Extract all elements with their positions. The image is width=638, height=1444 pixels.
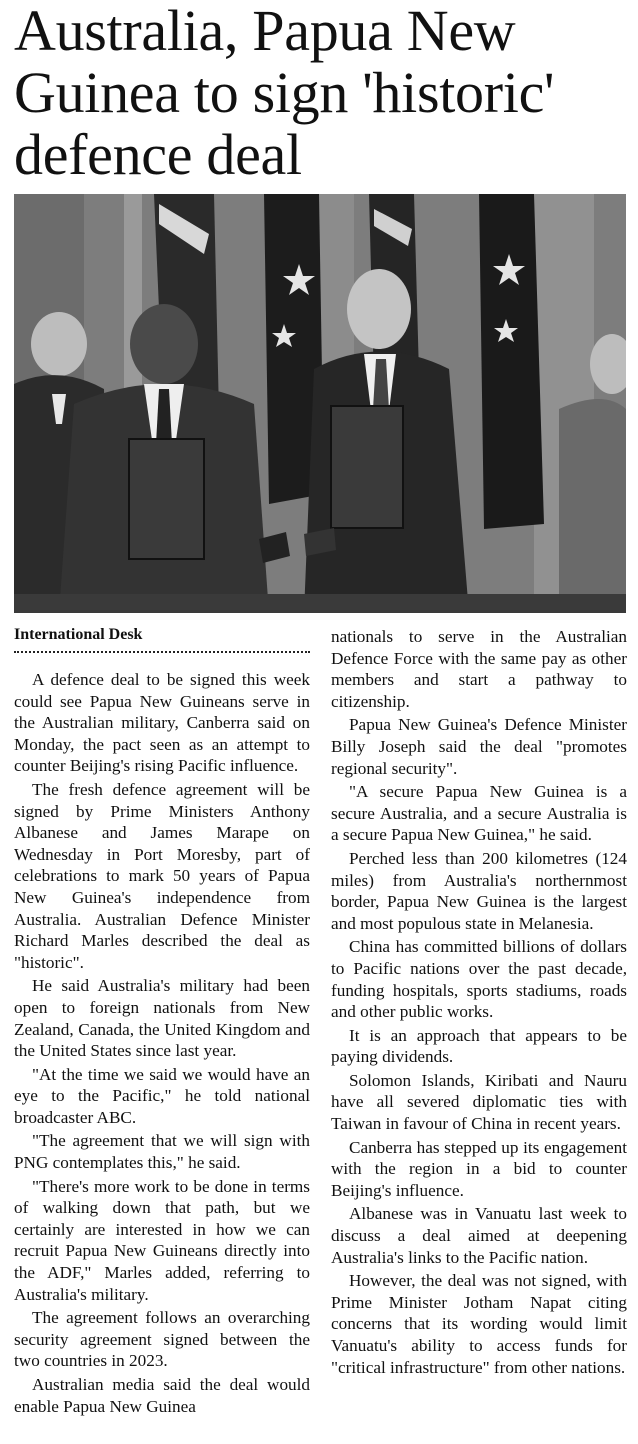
article-paragraph: Albanese was in Vanuatu last week to discuss a deal aimed at deepening Australia's links to the Pacific nation. <box>331 1204 627 1267</box>
news-photo <box>14 194 626 613</box>
article-paragraph: However, the deal was not signed, with Prime Minister Jotham Napat citing concerns that its wording would limit Vanuatu's ability to access funds for "critical infrastructure" from other nations. <box>331 1271 627 1377</box>
article-paragraph: "At the time we said we would have an eye to the Pacific," he told national broadcaster ABC. <box>14 1064 310 1127</box>
article-paragraph: It is an approach that appears to be paying dividends. <box>331 1025 627 1067</box>
article-paragraph: "A secure Papua New Guinea is a secure Australia, and a secure Australia is a secure Papua New Guinea," he said. <box>331 782 627 845</box>
article-paragraph: The agreement follows an overarching security agreement signed between the two countries in 2023. <box>14 1308 310 1371</box>
article-paragraph: He said Australia's military had been open to foreign nationals from New Zealand, Canada, the United Kingdom and the United States since last year. <box>14 976 310 1061</box>
article-paragraph: Canberra has stepped up its engagement with the region in a bid to counter Beijing's influence. <box>331 1137 627 1200</box>
article-paragraph: Papua New Guinea's Defence Minister Billy Joseph said the deal "promotes regional security". <box>331 715 627 778</box>
byline: International Desk <box>14 625 310 653</box>
article-paragraph: nationals to serve in the Australian Defence Force with the same pay as other members and start a pathway to citizenship. <box>331 627 627 711</box>
article-paragraph: "There's more work to be done in terms of walking down that path, but we certainly are interested in how we can recruit Papua New Guineans directly into the ADF," Marles added, referring to Australia's military. <box>14 1176 310 1304</box>
article-paragraph: Perched less than 200 kilometres (124 miles) from Australia's northernmost border, Papua New Guinea is the largest and most populous state in Melanesia. <box>331 848 627 933</box>
article-paragraph: The fresh defence agreement will be signed by Prime Ministers Anthony Albanese and James Marape on Wednesday in Port Moresby, part of celebrations to mark 50 years of Papua New Guinea's independence from Australia. Australian Defence Minister Richard Marles described the deal as "historic". <box>14 779 310 972</box>
article-column-right <box>331 626 627 1380</box>
article-paragraph: China has committed billions of dollars to Pacific nations over the past decade, funding hospitals, sports stadiums, roads and other public works. <box>331 937 627 1022</box>
article-paragraph: "The agreement that we will sign with PNG contemplates this," he said. <box>14 1131 310 1173</box>
article-paragraph: A defence deal to be signed this week could see Papua New Guineans serve in the Australian military, Canberra said on Monday, the pact seen as an attempt to counter Beijing's rising Pacific influence. <box>14 670 310 776</box>
article-paragraph: Solomon Islands, Kiribati and Nauru have all severed diplomatic ties with Taiwan in favour of China in recent years. <box>331 1070 627 1134</box>
headline: Australia, Papua New Guinea to sign 'historic' defence deal <box>14 0 555 187</box>
article-paragraph: Australian media said the deal would enable Papua New Guinea <box>14 1375 310 1416</box>
article-column-left <box>14 669 310 1419</box>
